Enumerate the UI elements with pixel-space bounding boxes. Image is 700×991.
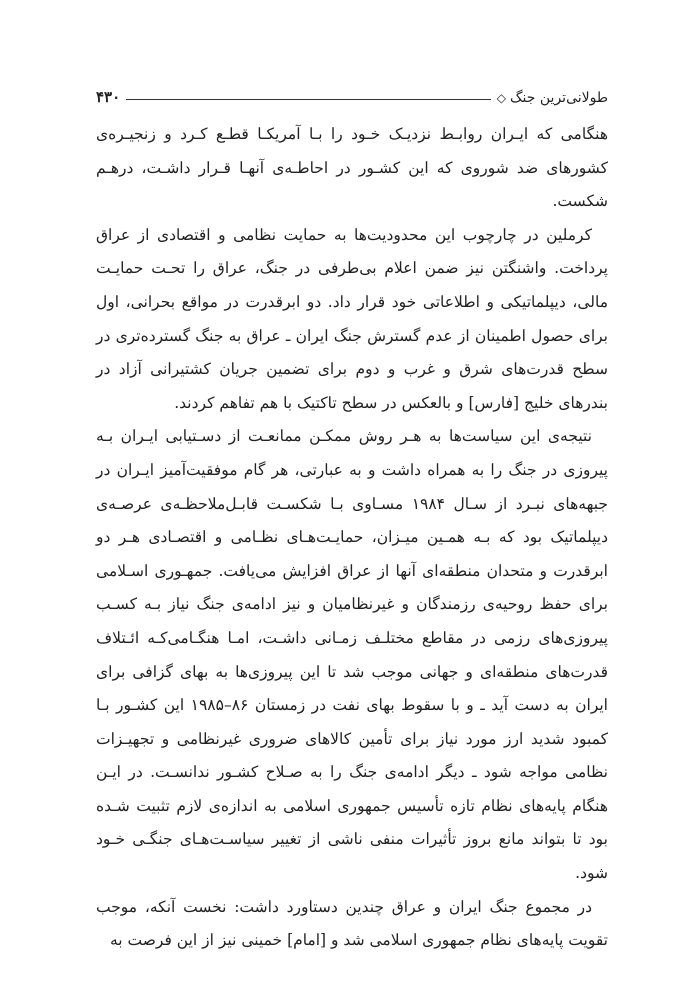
- paragraph-2: کرملین در چارچوب این محدودیت‌ها به حمایت نظامی و اقتصادی از عراق پرداخت. واشنگتن نیز ضمن اعلام بی‌طرفی در جنگ، عراق را تحـت حمایـت مالی، دیپلماتیکی و اطلاعاتی خود قرار داد. دو ابرقدرت در مواقع بحرانی، اول برای حصول اطمینان از عدم گسترش جنگ ایران ـ عراق به جنگ گسترده‌تری در سطح قدرت‌های شرق و غرب و دوم برای تضمین جریان کشتیرانی آزاد در بندرهای خلیج [فارس] و بالعکس در سطح تاکتیک با هم تفاهم کردند.: [96, 225, 608, 412]
- paragraph-1: هنگامی که ایـران روابـط نزدیـک خـود را بـا آمریکـا قطـع کـرد و زنجیـره‌ی کشورهای ضد شوروی که این کشـور در احاطـه‌ی آنهـا قـرار داشـت، درهـم شکست.: [96, 125, 608, 211]
- header-rule: [126, 99, 491, 100]
- page-number: ۴۳۰: [96, 88, 121, 106]
- paragraph-4: در مجموع جنگ ایران و عراق چندین دستاورد داشت: نخست آنکه، موجب تقویت پایه‌های نظام جمهوری اسلامی شد و [امام] خمینی نیز از این فرصت به: [96, 897, 608, 950]
- diamond-icon: ◇: [496, 91, 507, 105]
- running-title-text: طولانی‌ترین جنگ: [510, 90, 608, 106]
- running-header: [96, 82, 608, 106]
- body-text: [96, 118, 608, 958]
- running-title: [491, 90, 608, 106]
- book-page: [96, 0, 608, 991]
- paragraph-3: نتیجه‌ی این سیاست‌ها به هـر روش ممکـن ممانعـت از دسـتیابی ایـران بـه پیروزی در جنگ را به همراه داشت و به عبارتی، هر گام موفقیت‌آمیز ایـران در جبهه‌های نبـرد از سـال ۱۹۸۴ مسـاوی بـا شکسـت قابـل‌ملاحظـه‌ی عرصـه‌ی دیپلماتیک بود که بـه همـین میـزان، حمایـت‌هـای نظـامی و اقتصـادی هـر دو ابرقدرت و متحدان منطقه‌ای آنها از عراق افزایش می‌یافت. جمهـوری اسـلامی برای حفظ روحیه‌ی رزمندگان و غیرنظامیان و نیز ادامه‌ی جنگ نیاز بـه کسـب پیروزی‌های رزمی در مقاطع مختلـف زمـانی داشـت، امـا هنگـامی‌کـه ائـتلاف قدرت‌های منطقه‌ای و جهانی موجب شد تا این پیروزی‌ها به بهای گزافی برای ایران به دست آید ـ و با سقوط بهای نفت در زمستان ۸۶–۱۹۸۵ این کشـور بـا کمبود شدید ارز مورد نیاز برای تأمین کالاهای ضروری غیرنظامی و تجهیـزات نظامی مواجه شود ـ دیگر ادامه‌ی جنگ را به صـلاح کشـور ندانسـت. در ایـن هنگام پایه‌های نظام تازه تأسیس جمهوری اسلامی به اندازه‌ی لازم تثبیت شـده بود تا بتواند مانع بروز تأثیرات منفی ناشی از تغییر سیاسـت‌هـای جنگـی خـود شود.: [96, 427, 608, 883]
